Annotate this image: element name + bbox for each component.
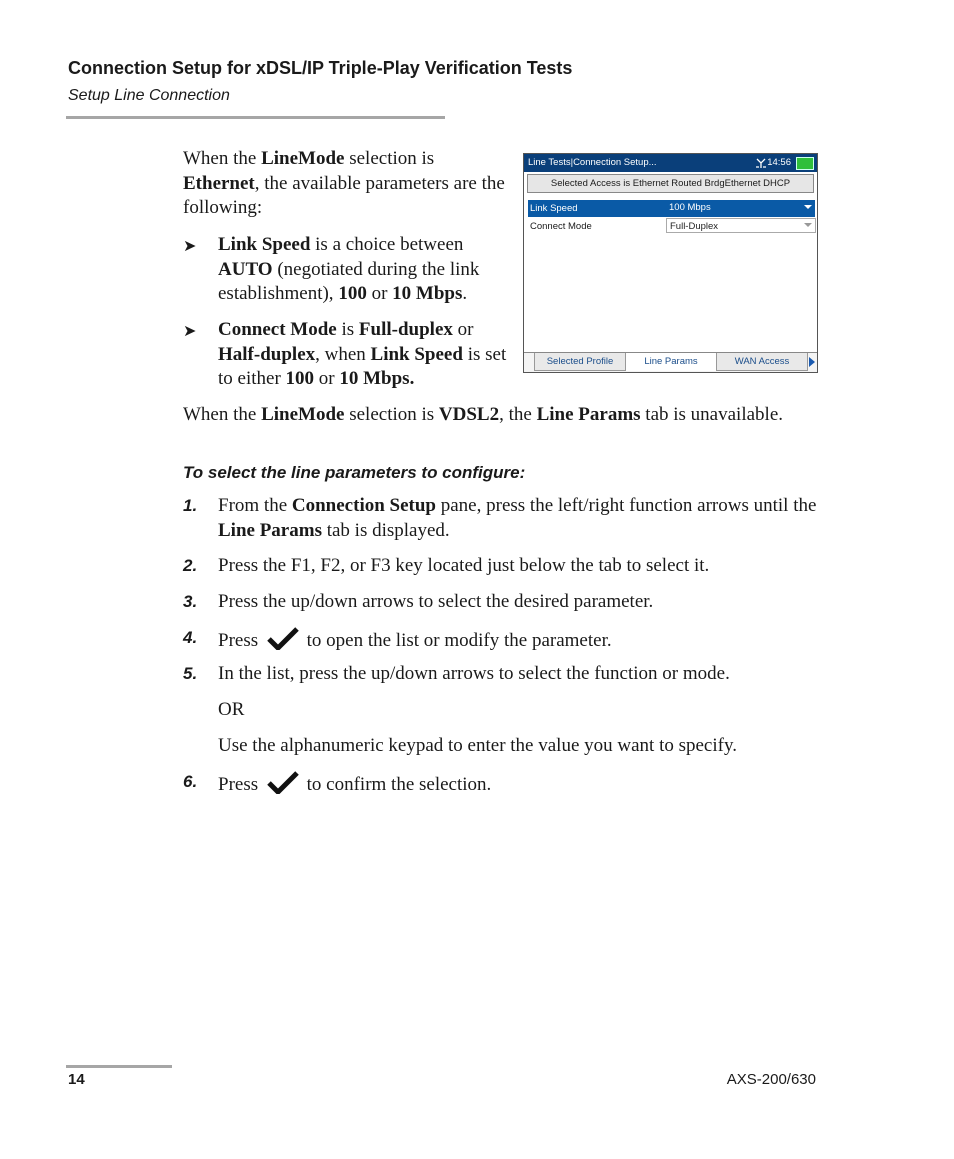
bullet-text: (negotiated during the link establishment), [218, 258, 480, 304]
step-5-alternative: Use the alphanumeric keypad to enter the value you want to specify. [218, 735, 737, 756]
step-text: Press [218, 630, 259, 651]
step-number: 3. [183, 592, 198, 611]
step-5: In the list, press the up/down arrows to select the function or mode. [218, 663, 730, 684]
step-3: Press the up/down arrows to select the desired parameter. [218, 591, 654, 612]
intro-linemode: LineMode [261, 148, 345, 169]
step-text: Press [218, 774, 259, 795]
bullet-text: . [462, 283, 468, 304]
bullet-link-speed [218, 233, 513, 307]
bullet-term: 10 Mbps. [339, 368, 415, 389]
product-name: AXS-200/630 [726, 1071, 816, 1088]
bullet-text: or [452, 319, 474, 340]
bullet-text: is a choice between [310, 234, 464, 255]
tab-selected-profile[interactable]: Selected Profile [534, 353, 626, 371]
bullet-text: is [336, 319, 359, 340]
step-term: Line Params [218, 519, 322, 541]
step-1 [218, 494, 818, 543]
vdsl-term: VDSL2 [438, 404, 500, 425]
bullet-term: AUTO [218, 258, 273, 280]
device-clock: 14:56 [767, 157, 791, 168]
step-text: to open the list or modify the parameter. [306, 630, 612, 651]
device-tab-bar [524, 352, 817, 372]
bullet-arrow-icon: ➤ [183, 323, 197, 340]
step-number: 6. [183, 772, 198, 791]
step-6 [218, 770, 818, 798]
intro-text: selection is [344, 148, 435, 169]
step-number: 1. [183, 496, 198, 515]
bullet-arrow-icon: ➤ [183, 238, 197, 255]
step-5-or: OR [218, 699, 245, 720]
bullet-text: or [314, 368, 340, 389]
bullet-text: is set to either [218, 343, 507, 389]
intro-text: , the available parameters are the following: [183, 172, 505, 218]
bullet-term: Link Speed [218, 234, 311, 255]
page-number: 14 [68, 1071, 85, 1088]
vdsl-term: Line Params [536, 404, 641, 425]
device-titlebar [524, 154, 817, 172]
tab-wan-access[interactable]: WAN Access [716, 353, 808, 371]
param-label: Connect Mode [530, 221, 592, 232]
intro-ethernet: Ethernet [183, 172, 255, 194]
page-header-subtitle: Setup Line Connection [68, 87, 230, 104]
step-text: to confirm the selection. [306, 774, 492, 795]
param-label: Link Speed [530, 203, 578, 214]
bullet-term: Full-duplex [358, 319, 453, 340]
step-2: Press the F1, F2, or F3 key located just below the tab to select it. [218, 555, 710, 576]
bullet-text: , when [315, 343, 371, 365]
param-row-connect-mode[interactable] [528, 218, 815, 235]
bullet-connect-mode [218, 318, 513, 392]
intro-paragraph [183, 147, 513, 221]
vdsl-text: selection is [344, 404, 439, 425]
selected-access-bar: Selected Access is Ethernet Routed BrdgEthernet DHCP [527, 174, 814, 193]
checkmark-icon [267, 770, 299, 794]
bullet-term: 100 [338, 283, 367, 304]
step-4 [218, 626, 818, 654]
procedure-title: To select the line parameters to configure: [183, 463, 526, 482]
step-number: 2. [183, 556, 198, 575]
chevron-down-icon[interactable] [804, 205, 812, 209]
footer-divider [66, 1065, 172, 1068]
header-divider [66, 116, 445, 119]
tab-scroll-right-icon[interactable] [809, 357, 815, 367]
page-header-title: Connection Setup for xDSL/IP Triple-Play Verification Tests [68, 58, 573, 78]
bullet-term: Half-duplex [218, 343, 316, 365]
device-screenshot [523, 153, 818, 373]
step-text: tab is displayed. [321, 519, 450, 541]
bullet-term: Connect Mode [218, 319, 337, 340]
tab-line-params[interactable]: Line Params [626, 353, 716, 371]
bullet-term: 10 Mbps [392, 283, 463, 304]
vdsl-text: , the [499, 404, 537, 425]
step-text: From the [218, 495, 292, 516]
step-text: pane, press the left/right function arrows until the [436, 495, 817, 516]
vdsl-term: LineMode [261, 404, 345, 425]
signal-icon [755, 157, 767, 169]
bullet-text: or [366, 283, 393, 304]
connect-mode-select[interactable]: Full-Duplex [666, 218, 816, 233]
battery-icon [796, 157, 814, 170]
step-term: Connection Setup [291, 495, 436, 516]
bullet-term: 100 [285, 368, 315, 389]
step-number: 4. [183, 628, 198, 647]
vdsl-paragraph [183, 403, 813, 428]
intro-text: When the [183, 148, 262, 169]
chevron-down-icon[interactable] [804, 223, 812, 227]
step-number: 5. [183, 664, 198, 683]
checkmark-icon [267, 626, 299, 650]
param-row-link-speed[interactable] [528, 200, 815, 217]
link-speed-select[interactable]: 100 Mbps [669, 202, 711, 213]
bullet-term: Link Speed [370, 343, 463, 365]
device-title: Line Tests|Connection Setup... [528, 157, 657, 168]
vdsl-text: tab is unavailable. [640, 404, 784, 425]
vdsl-text: When the [183, 404, 262, 425]
